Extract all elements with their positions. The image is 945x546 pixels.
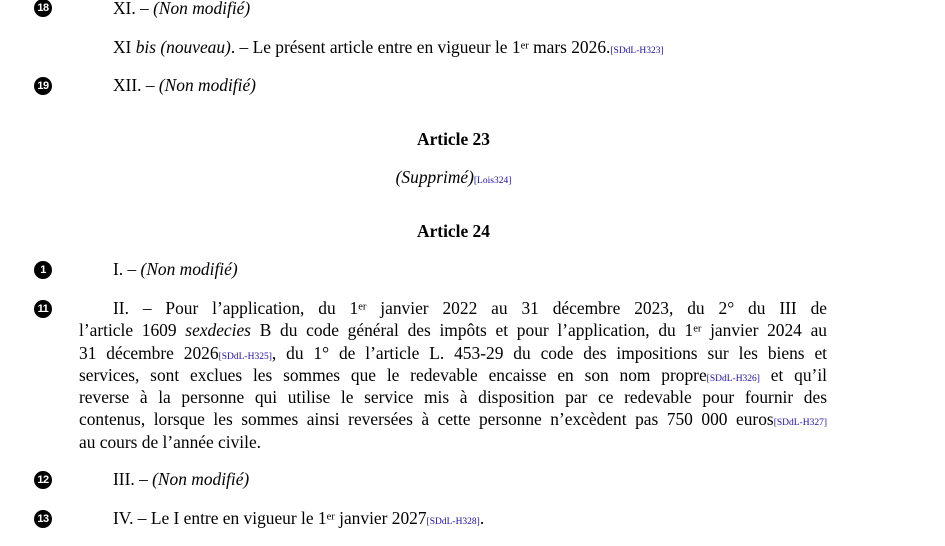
status-text: (Non modifié): [152, 469, 250, 489]
body-text: , du 1° de l’article L. 453-29 du code des impositions sur les biens et: [271, 342, 827, 363]
superscript: er: [520, 40, 529, 52]
reference-link[interactable]: [Lois324]: [473, 176, 512, 186]
body-text: B du code général des impôts et pour l’application, du 1: [250, 320, 694, 341]
paragraph-marker-1: 1: [34, 261, 52, 279]
paragraph-label: XII. –: [113, 75, 159, 95]
italic-text: sexdecies: [185, 320, 251, 341]
paragraph-label: XI. –: [113, 0, 154, 18]
paragraph-ii: [79, 297, 827, 453]
body-text: IV. – Le I entre en vigueur le 1: [113, 508, 327, 528]
status-text: (Non modifié): [140, 259, 238, 279]
status-text: (Supprimé): [395, 167, 474, 187]
text-row: [79, 386, 827, 408]
text-row: [79, 431, 827, 453]
paragraph-xi: [113, 0, 250, 19]
paragraph-label: III. –: [113, 469, 153, 489]
body-text: janvier 2024 au: [701, 320, 828, 341]
superscript: er: [326, 511, 335, 523]
reference-link[interactable]: [SDdL-H327]: [773, 418, 827, 429]
paragraph-iv: [113, 507, 484, 533]
superscript: er: [693, 323, 702, 335]
article-23-status: [0, 166, 907, 192]
paragraph-xii: [113, 74, 256, 96]
body-text: services, sont exclues les sommes que le redevable encaisse en son nom propre: [79, 364, 707, 385]
body-text: II. – Pour l’application, du 1: [113, 298, 359, 318]
body-text: janvier 2022 au 31 décembre 2023, du 2° du III de: [366, 298, 827, 318]
text-row: [79, 319, 827, 341]
reference-link[interactable]: [SDdL-H325]: [218, 351, 272, 362]
body-text: mars 2026.: [528, 37, 611, 57]
paragraph-label: I. –: [113, 259, 141, 279]
text-row: [79, 342, 827, 364]
reference-link[interactable]: [SDdL-H326]: [706, 373, 760, 384]
body-text: contenus, lorsque les sommes ainsi reversées à cette personne n’excèdent pas 750 000 euros: [79, 409, 774, 430]
paragraph-label: XI: [113, 37, 136, 57]
body-text: reverse à la personne qui utilise le service mis à disposition par ce redevable pour fournir des: [79, 387, 827, 408]
text-row: [79, 408, 827, 430]
paragraph-i: [113, 258, 238, 280]
status-text: (Non modifié): [153, 0, 251, 18]
reference-link[interactable]: [SDdL-H323]: [610, 46, 664, 56]
body-text: .: [479, 508, 485, 528]
paragraph-marker-11: 11: [34, 300, 52, 318]
text-row: [79, 297, 827, 319]
body-text: et qu’il: [759, 364, 828, 385]
paragraph-iii: [113, 468, 249, 490]
reference-link[interactable]: [SDdL-H328]: [426, 517, 480, 527]
text-row: [79, 364, 827, 386]
article-24-heading: Article 24: [417, 221, 490, 241]
paragraph-xi-bis: [113, 36, 664, 62]
paragraph-marker-13: 13: [34, 510, 52, 528]
body-text: . – Le présent article entre en vigueur le 1: [230, 37, 521, 57]
body-text: au cours de l’année civile.: [79, 431, 262, 452]
paragraph-marker-12: 12: [34, 471, 52, 489]
article-23-heading: Article 23: [417, 129, 490, 149]
bis-text: bis (nouveau): [135, 37, 231, 57]
status-text: (Non modifié): [158, 75, 256, 95]
body-text: 31 décembre 2026: [79, 342, 219, 363]
body-text: l’article 1609: [79, 320, 186, 341]
paragraph-marker-19: 19: [34, 77, 52, 95]
paragraph-marker-18: 18: [34, 0, 52, 17]
body-text: janvier 2027: [334, 508, 427, 528]
superscript: er: [358, 301, 367, 313]
